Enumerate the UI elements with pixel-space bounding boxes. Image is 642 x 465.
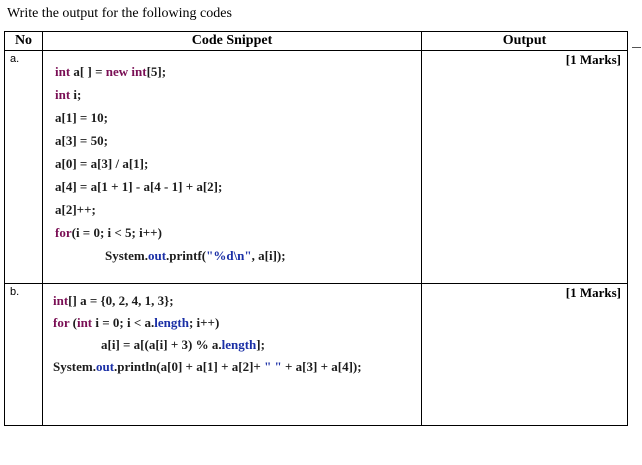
question-row-b xyxy=(5,284,628,426)
header-no: No xyxy=(5,32,43,51)
code-line: a[0] = a[3] / a[1]; xyxy=(55,156,149,171)
margin-dash xyxy=(632,47,641,48)
code-line: System.out.println(a[0] + a[1] + a[2]+ " " + a[3] + a[4]); xyxy=(53,359,362,375)
code-line: a[2]++; xyxy=(55,202,96,217)
code-line: for(i = 0; i < 5; i++) xyxy=(55,225,162,240)
code-line: for (int i = 0; i < a.length; i++) xyxy=(53,315,220,331)
code-line: int a[ ] = new int[5]; xyxy=(55,64,167,79)
output-cell-b[interactable] xyxy=(422,284,628,426)
code-snippet-b xyxy=(43,284,421,378)
code-line: int[] a = {0, 2, 4, 1, 3}; xyxy=(53,293,174,309)
question-row-a xyxy=(5,51,628,284)
page-heading: Write the output for the following codes xyxy=(7,6,232,21)
header-code-snippet: Code Snippet xyxy=(43,32,422,51)
code-line: System.out.printf("%d\n", a[i]); xyxy=(105,248,286,263)
code-line: int i; xyxy=(55,87,82,102)
marks-label-a: [1 Marks] xyxy=(565,52,621,67)
code-line: a[3] = 50; xyxy=(55,133,108,148)
code-line: a[4] = a[1 + 1] - a[4 - 1] + a[2]; xyxy=(55,179,223,194)
code-snippet-a xyxy=(43,51,421,267)
header-row xyxy=(5,32,628,51)
question-number-b: b. xyxy=(5,284,43,426)
header-output: Output xyxy=(422,32,628,51)
code-line: a[i] = a[(a[i] + 3) % a.length]; xyxy=(101,337,265,353)
code-cell-b xyxy=(43,284,422,426)
question-number-a: a. xyxy=(5,51,43,284)
output-cell-a[interactable] xyxy=(422,51,628,284)
code-line: a[1] = 10; xyxy=(55,110,108,125)
marks-label-b: [1 Marks] xyxy=(565,285,621,301)
code-cell-a xyxy=(43,51,422,284)
questions-table xyxy=(4,31,628,426)
